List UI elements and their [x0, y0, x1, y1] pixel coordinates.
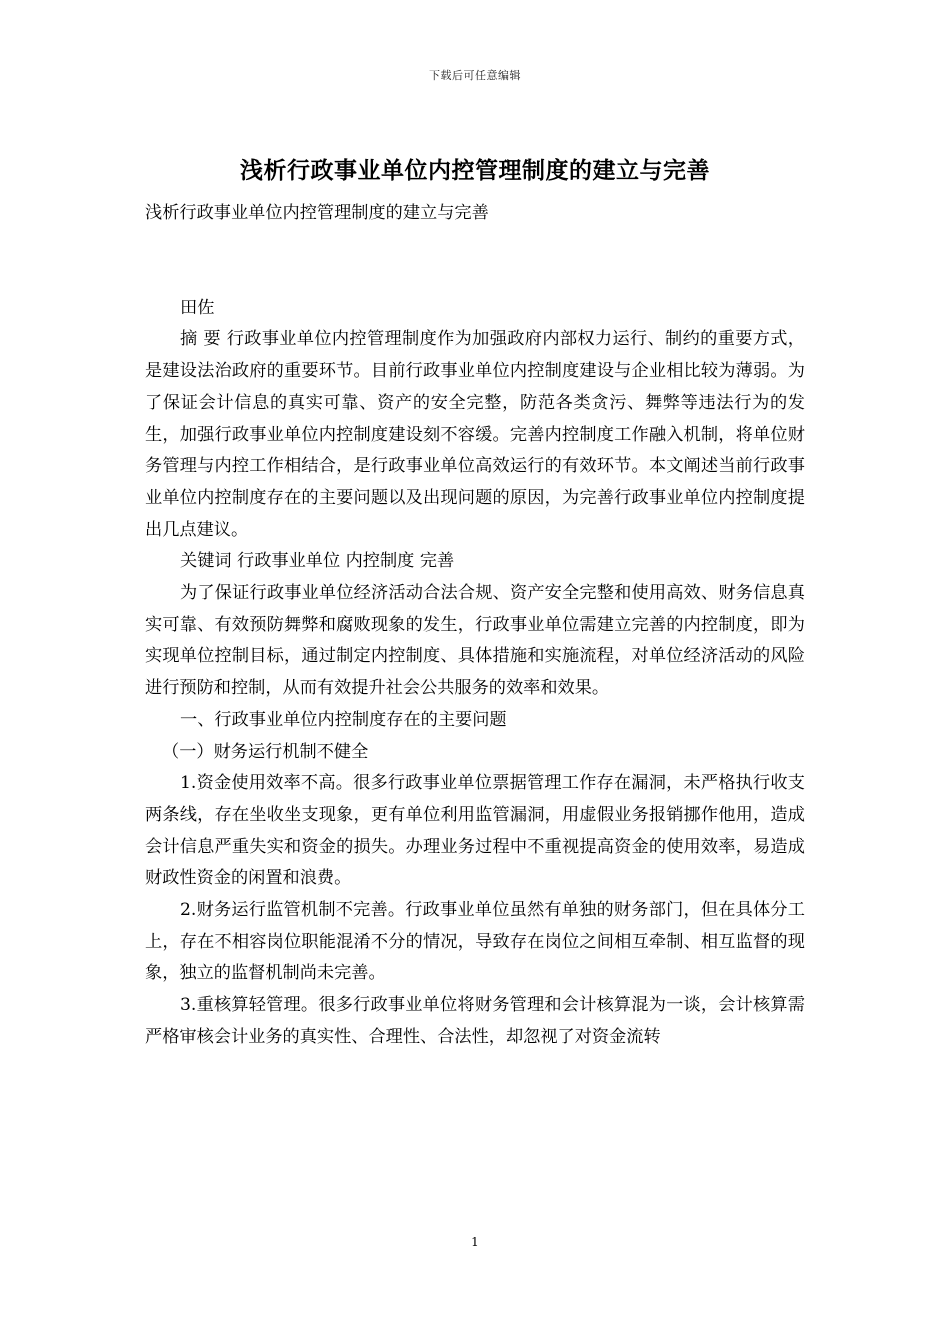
subtitle: 浅析行政事业单位内控管理制度的建立与完善 [145, 203, 489, 223]
document-body [145, 198, 805, 1054]
list-item-paragraph: 3.重核算轻管理。很多行政事业单位将财务管理和会计核算混为一谈，会计核算需严格审核会计业务的真实性、合理性、合法性，却忽视了对资金流转 [145, 995, 805, 1047]
abstract-paragraph: 摘 要 行政事业单位内控管理制度作为加强政府内部权力运行、制约的重要方式，是建设法治政府的重要环节。目前行政事业单位内控制度建设与企业相比较为薄弱。为了保证会计信息的真实可靠、资产的安全完整，防范各类贪污、舞弊等违法行为的发生，加强行政事业单位内控制度建设刻不容缓。完善内控制度工作融入机制，将单位财务管理与内控工作相结合，是行政事业单位高效运行的有效环节。本文阐述当前行政事业单位内控制度存在的主要问题以及出现问题的原因，为完善行政事业单位内控制度提出几点建议。 [145, 329, 805, 540]
author: 田佐 [180, 297, 215, 318]
blank-line [145, 230, 805, 293]
intro-paragraph: 为了保证行政事业单位经济活动合法合规、资产安全完整和使用高效、财务信息真实可靠、有效预防舞弊和腐败现象的发生，行政事业单位需建立完善的内控制度，即为实现单位控制目标，通过制定内控制度、具体措施和实施流程，对单位经济活动的风险进行预防和控制，从而有效提升社会公共服务的效率和效果。 [145, 583, 805, 699]
keywords-paragraph: 关键词 行政事业单位 内控制度 完善 [180, 551, 455, 572]
page-number: 1 [471, 1235, 479, 1249]
header-note: 下载后可任意编辑 [429, 69, 521, 82]
list-item-paragraph: 1.资金使用效率不高。很多行政事业单位票据管理工作存在漏洞，未严格执行收支两条线，存在坐收坐支现象，更有单位利用监管漏洞，用虚假业务报销挪作他用，造成会计信息严重失实和资金的损失。办理业务过程中不重视提高资金的使用效率，易造成财政性资金的闲置和浪费。 [145, 773, 805, 889]
subsection-heading: （一）财务运行机制不健全 [162, 741, 369, 762]
section-heading: 一、行政事业单位内控制度存在的主要问题 [180, 709, 507, 730]
document-title: 浅析行政事业单位内控管理制度的建立与完善 [240, 157, 710, 184]
list-item-paragraph: 2.财务运行监管机制不完善。行政事业单位虽然有单独的财务部门，但在具体分工上，存在不相容岗位职能混淆不分的情况，导致存在岗位之间相互牵制、相互监督的现象，独立的监督机制尚未完善。 [145, 900, 805, 984]
